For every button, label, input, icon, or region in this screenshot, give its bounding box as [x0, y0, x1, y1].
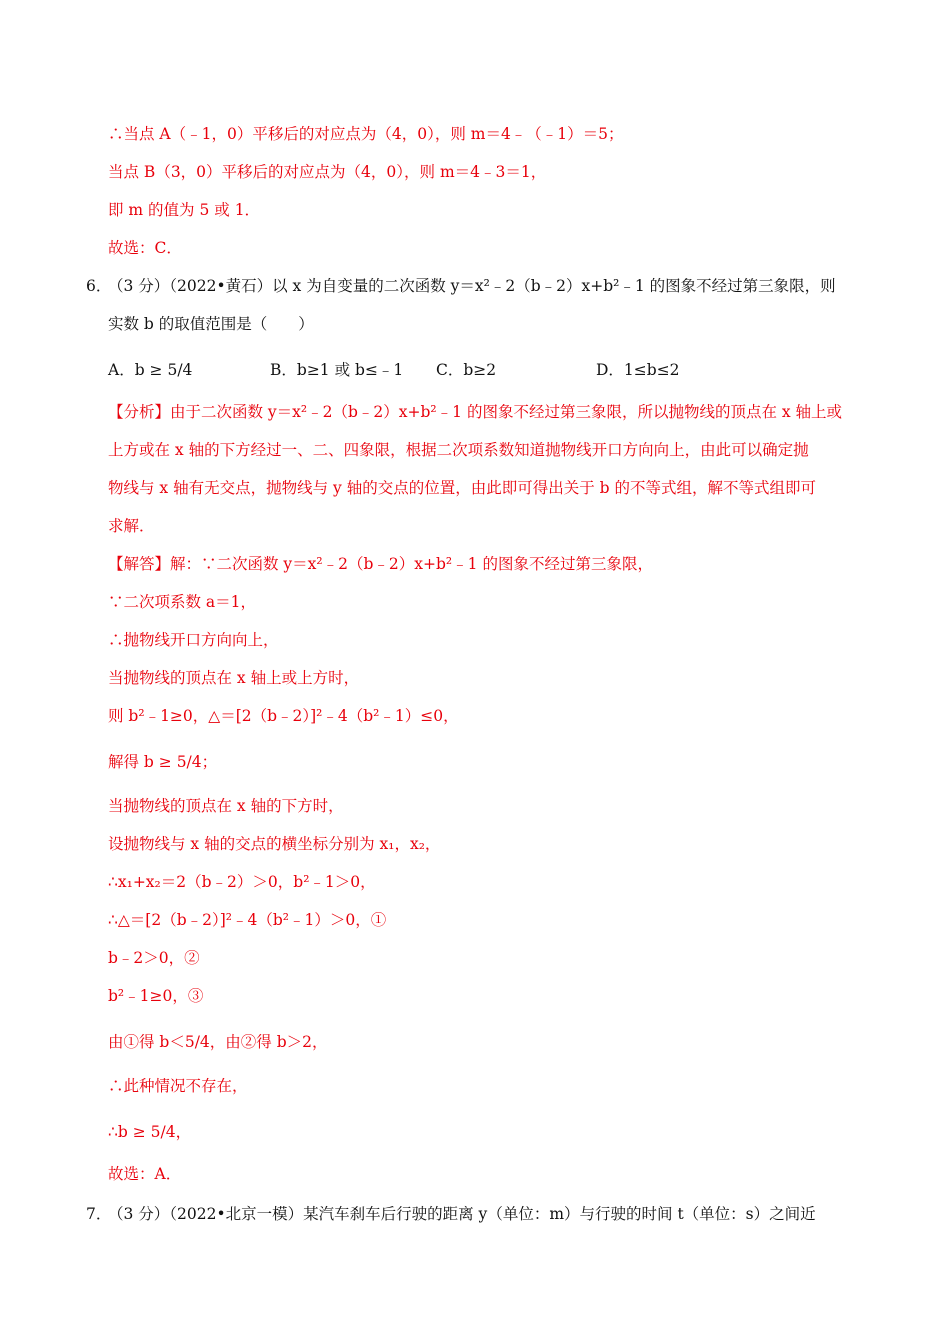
solution-line: b²﹣1≥0，③	[108, 987, 204, 1005]
solution-line: 【解答】解：∵二次函数 y＝x²﹣2（b﹣2）x+b²﹣1 的图象不经过第三象限，	[108, 555, 653, 573]
analysis-line: 上方或在 x 轴的下方经过一、二、四象限，根据二次项系数知道抛物线开口方向向上，由此可以确定抛	[108, 441, 809, 459]
solution-line: ∴此种情况不存在，	[108, 1077, 248, 1095]
text-line: ∴当点 A（﹣1，0）平移后的对应点为（4，0），则 m＝4﹣（﹣1）＝5；	[108, 125, 624, 143]
text-line: 故选：C．	[108, 239, 182, 257]
text-line: 即 m 的值为 5 或 1．	[108, 201, 261, 219]
solution-line: 由①得 b＜5/4，由②得 b＞2，	[108, 1033, 328, 1051]
option-a: A．b ≥ 5/4	[108, 361, 193, 379]
question-text: 实数 b 的取值范围是（ ）	[108, 315, 314, 333]
analysis-line: 物线与 x 轴有无交点，抛物线与 y 轴的交点的位置，由此即可得出关于 b 的不等式组，解不等式组即可	[108, 479, 816, 497]
question-number: 6．	[86, 277, 112, 295]
solution-line: 解得 b ≥ 5/4；	[108, 753, 218, 771]
option-d: D．1≤b≤2	[596, 361, 680, 379]
analysis-line: 求解．	[108, 517, 155, 535]
option-b: B．b≥1 或 b≤﹣1	[270, 361, 404, 379]
solution-line: 故选：A．	[108, 1165, 182, 1183]
solution-line: ∴抛物线开口方向向上，	[108, 631, 279, 649]
solution-line: ∴△＝[2（b﹣2）]²﹣4（b²﹣1）＞0，①	[108, 911, 387, 929]
analysis-line: 【分析】由于二次函数 y＝x²﹣2（b﹣2）x+b²﹣1 的图象不经过第三象限，所以抛物线的顶点在 x 轴上或	[108, 403, 843, 421]
solution-line: 则 b²﹣1≥0，△＝[2（b﹣2）]²﹣4（b²﹣1）≤0，	[108, 707, 459, 725]
option-c: C．b≥2	[436, 361, 497, 379]
question-text: （3 分）（2022•黄石）以 x 为自变量的二次函数 y＝x²﹣2（b﹣2）x+b²﹣1 的图象不经过第三象限，则	[108, 277, 836, 295]
solution-line: 设抛物线与 x 轴的交点的横坐标分别为 x₁，x₂，	[108, 835, 441, 853]
text-line: 当点 B（3，0）平移后的对应点为（4，0），则 m＝4﹣3＝1，	[108, 163, 547, 181]
question-number: 7．	[86, 1205, 112, 1223]
solution-line: 当抛物线的顶点在 x 轴上或上方时，	[108, 669, 360, 687]
solution-line: b﹣2＞0，②	[108, 949, 200, 967]
solution-line: ∴b ≥ 5/4，	[108, 1123, 192, 1141]
question-text: （3 分）（2022•北京一模）某汽车刹车后行驶的距离 y（单位：m）与行驶的时间 t（单位：s）之间近	[108, 1205, 816, 1223]
solution-line: 当抛物线的顶点在 x 轴的下方时，	[108, 797, 344, 815]
solution-line: ∵二次项系数 a＝1，	[108, 593, 257, 611]
solution-line: ∴x₁+x₂＝2（b﹣2）＞0，b²﹣1＞0，	[108, 873, 376, 891]
